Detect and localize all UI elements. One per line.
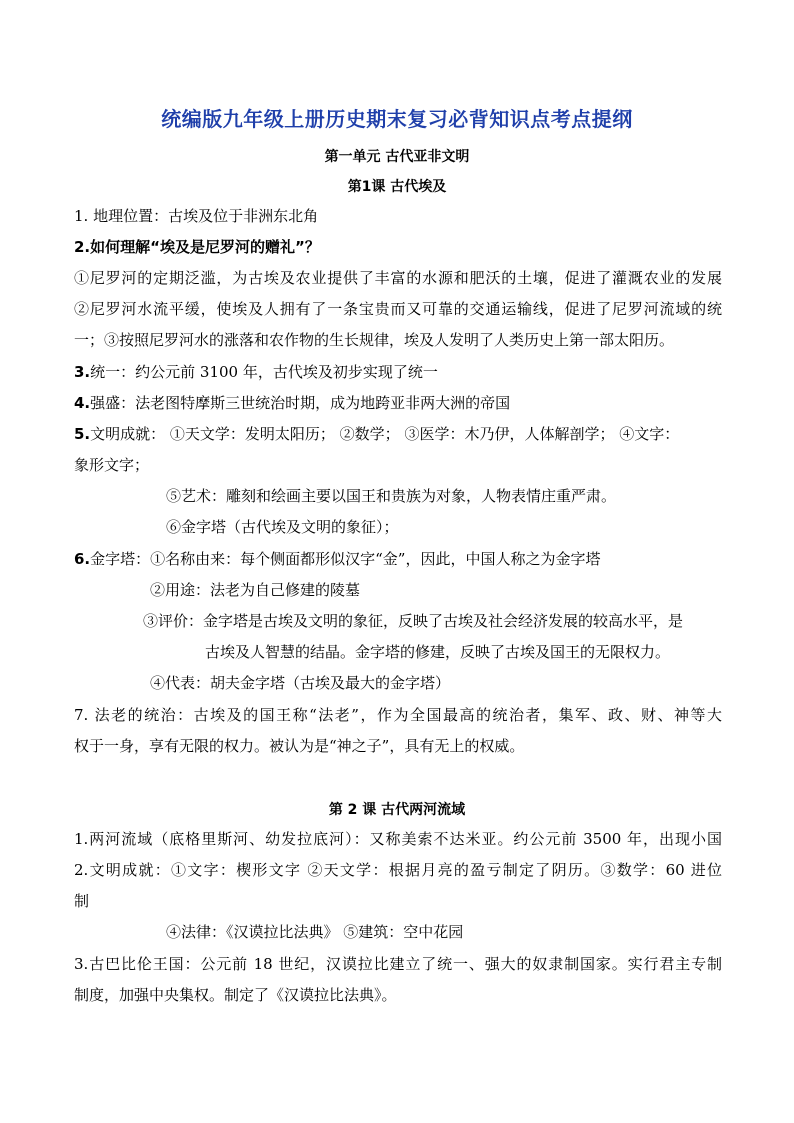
lesson2-point-2-line2: 制 <box>74 892 90 910</box>
lesson1-point-7-line2: 权于一身，享有无限的权力。被认为是“神之子”，具有无上的权威。 <box>74 737 525 755</box>
point-text: 强盛：法老图特摩斯三世统治时期，成为地跨亚非两大洲的帝国 <box>90 394 511 412</box>
point-number: 4. <box>74 394 91 412</box>
lesson2-point-2-line1: 2.文明成就：①文字：楔形文字 ②天文学：根据月亮的盈亏制定了阴历。③数学：60 进位 <box>74 861 722 879</box>
lesson1-point-6-line5: ④代表：胡夫金字塔（古埃及最大的金字塔） <box>150 674 451 692</box>
lesson1-point-5-line1 <box>74 424 679 444</box>
point-number: 5. <box>74 425 91 443</box>
lesson-2-heading: 第 2 课 古代两河流域 <box>328 802 466 818</box>
document-title: 统编版九年级上册历史期末复习必背知识点考点提纲 <box>161 107 633 131</box>
lesson2-point-1: 1.两河流域（底格里斯河、幼发拉底河）：又称美索不达米亚。约公元前 3500 年，出现小国 <box>74 830 722 848</box>
point-text: 金字塔：①名称由来：每个侧面都形似汉字“金”，因此，中国人称之为金字塔 <box>90 550 601 568</box>
lesson1-point-5-line3: ⑤艺术：雕刻和绘画主要以国王和贵族为对象，人物表情庄重严肃。 <box>166 487 617 505</box>
lesson1-point-6-line1 <box>74 549 600 569</box>
lesson1-point-6-line4: 古埃及人智慧的结晶。金字塔的修建，反映了古埃及国王的无限权力。 <box>205 643 671 661</box>
point-text: 文明成就： ①天文学：发明太阳历； ②数学； ③医学：木乃伊，人体解剖学； ④文字： <box>90 425 680 443</box>
lesson1-point-2: 2.如何理解“埃及是尼罗河的赠礼”？ <box>74 238 320 256</box>
point-text: 统一：约公元前 3100 年，古代埃及初步实现了统一 <box>90 363 438 381</box>
lesson1-point-2a: ①尼罗河的定期泛滥，为古埃及农业提供了丰富的水源和肥沃的土壤，促进了灌溉农业的发展 <box>74 269 722 287</box>
lesson1-point-5-line2: 象形文字； <box>74 456 150 474</box>
lesson1-point-1: 1. 地理位置：古埃及位于非洲东北角 <box>74 207 319 225</box>
lesson2-point-2-line3: ④法律：《汉谟拉比法典》 ⑤建筑：空中花园 <box>166 923 464 941</box>
lesson1-point-2b-line1: ②尼罗河水流平缓，使埃及人拥有了一条宝贵而又可靠的交通运输线，促进了尼罗河流域的统 <box>74 300 722 318</box>
lesson2-point-3-line1: 3.古巴比伦王国：公元前 18 世纪，汉谟拉比建立了统一、强大的奴隶制国家。实行君主专制 <box>74 955 722 973</box>
point-number: 3. <box>74 363 91 381</box>
lesson1-point-7-line1: 7. 法老的统治：古埃及的国王称“法老”，作为全国最高的统治者，集军、政、财、神等大 <box>74 706 722 724</box>
point-number: 6. <box>74 550 91 568</box>
lesson1-point-2b-line2: 一；③按照尼罗河水的涨落和农作物的生长规律，埃及人发明了人类历史上第一部太阳历。 <box>74 331 675 349</box>
unit-heading: 第一单元 古代亚非文明 <box>324 149 470 165</box>
lesson1-point-4 <box>74 393 510 413</box>
lesson1-point-3 <box>74 362 438 382</box>
lesson1-point-6-line2: ②用途：法老为自己修建的陵墓 <box>150 581 361 599</box>
lesson2-point-3-line2: 制度，加强中央集权。制定了《汉谟拉比法典》。 <box>74 986 397 1004</box>
lesson1-point-5-line4: ⑥金字塔（古代埃及文明的象征）； <box>166 518 399 536</box>
lesson1-point-6-line3: ③评价：金字塔是古埃及文明的象征，反映了古埃及社会经济发展的较高水平，是 <box>143 612 684 630</box>
lesson-1-heading: 第1课 古代埃及 <box>347 179 447 195</box>
